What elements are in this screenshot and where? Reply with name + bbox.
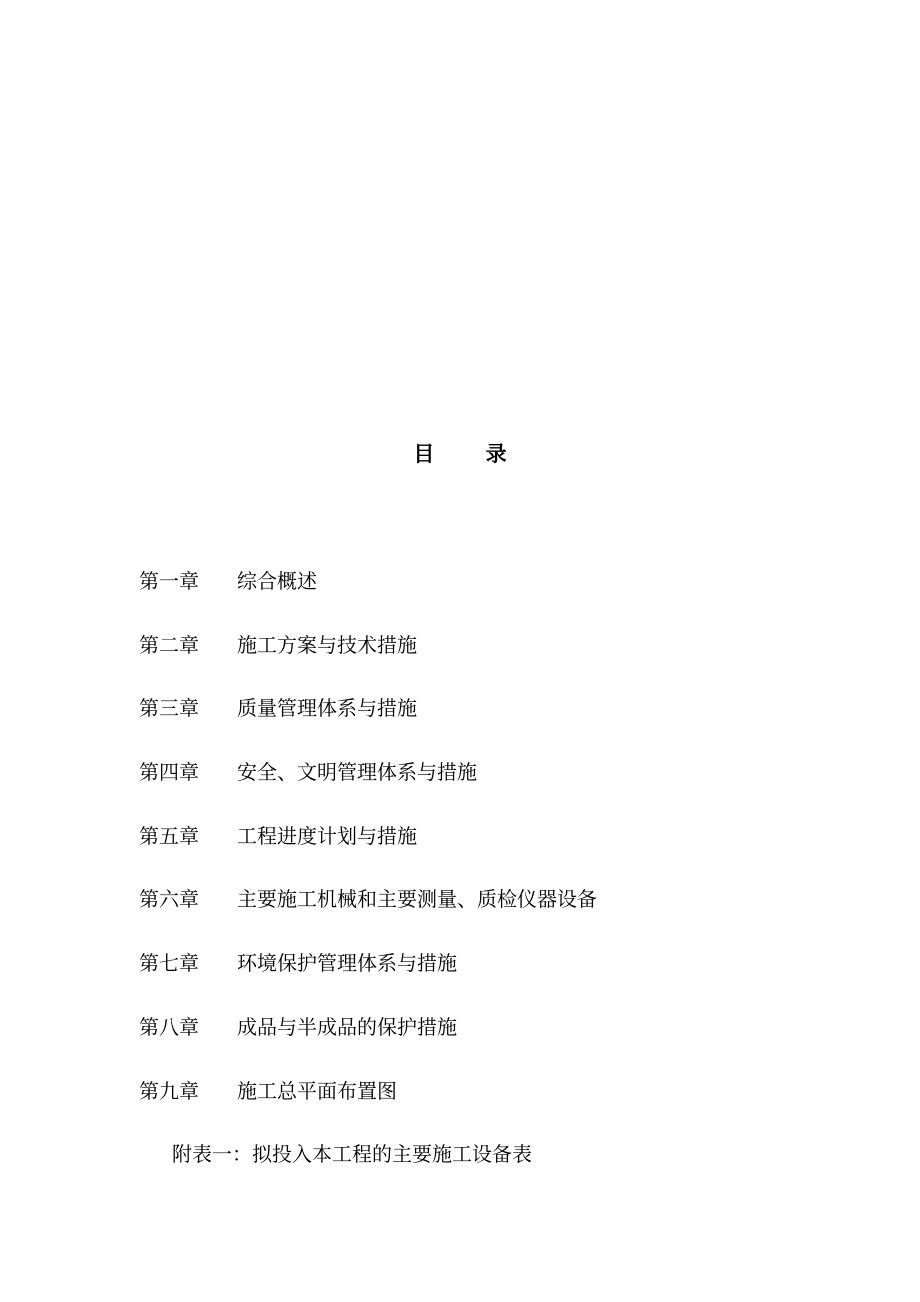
chapter-number: 第六章 [139, 887, 199, 912]
toc-chapter-list [139, 566, 597, 1139]
chapter-number: 第七章 [139, 951, 199, 976]
chapter-title: 成品与半成品的保护措施 [237, 1014, 457, 1039]
toc-entry [139, 1076, 597, 1140]
appendix-entry: 附表一：拟投入本工程的主要施工设备表 [172, 1142, 532, 1166]
toc-entry [139, 566, 597, 630]
chapter-number: 第二章 [139, 632, 199, 657]
chapter-title: 综合概述 [237, 569, 317, 593]
chapter-number: 第九章 [139, 1078, 199, 1103]
chapter-title: 施工总平面布置图 [237, 1078, 397, 1103]
chapter-title: 安全、文明管理体系与措施 [237, 760, 477, 785]
toc-entry [139, 1012, 597, 1076]
toc-entry [139, 757, 597, 821]
chapter-number: 第一章 [139, 569, 199, 593]
toc-entry [139, 948, 597, 1012]
chapter-number: 第四章 [139, 760, 199, 785]
chapter-number: 第五章 [139, 823, 199, 848]
chapter-title: 工程进度计划与措施 [237, 823, 417, 848]
toc-entry [139, 630, 597, 694]
toc-entry [139, 884, 597, 948]
chapter-number: 第八章 [139, 1014, 199, 1039]
toc-entry [139, 821, 597, 885]
toc-title: 目 录 [413, 442, 529, 466]
chapter-title: 环境保护管理体系与措施 [237, 951, 457, 976]
chapter-title: 质量管理体系与措施 [237, 696, 417, 721]
chapter-title: 主要施工机械和主要测量、质检仪器设备 [237, 887, 597, 912]
toc-entry [139, 693, 597, 757]
chapter-number: 第三章 [139, 696, 199, 721]
chapter-title: 施工方案与技术措施 [237, 632, 417, 657]
